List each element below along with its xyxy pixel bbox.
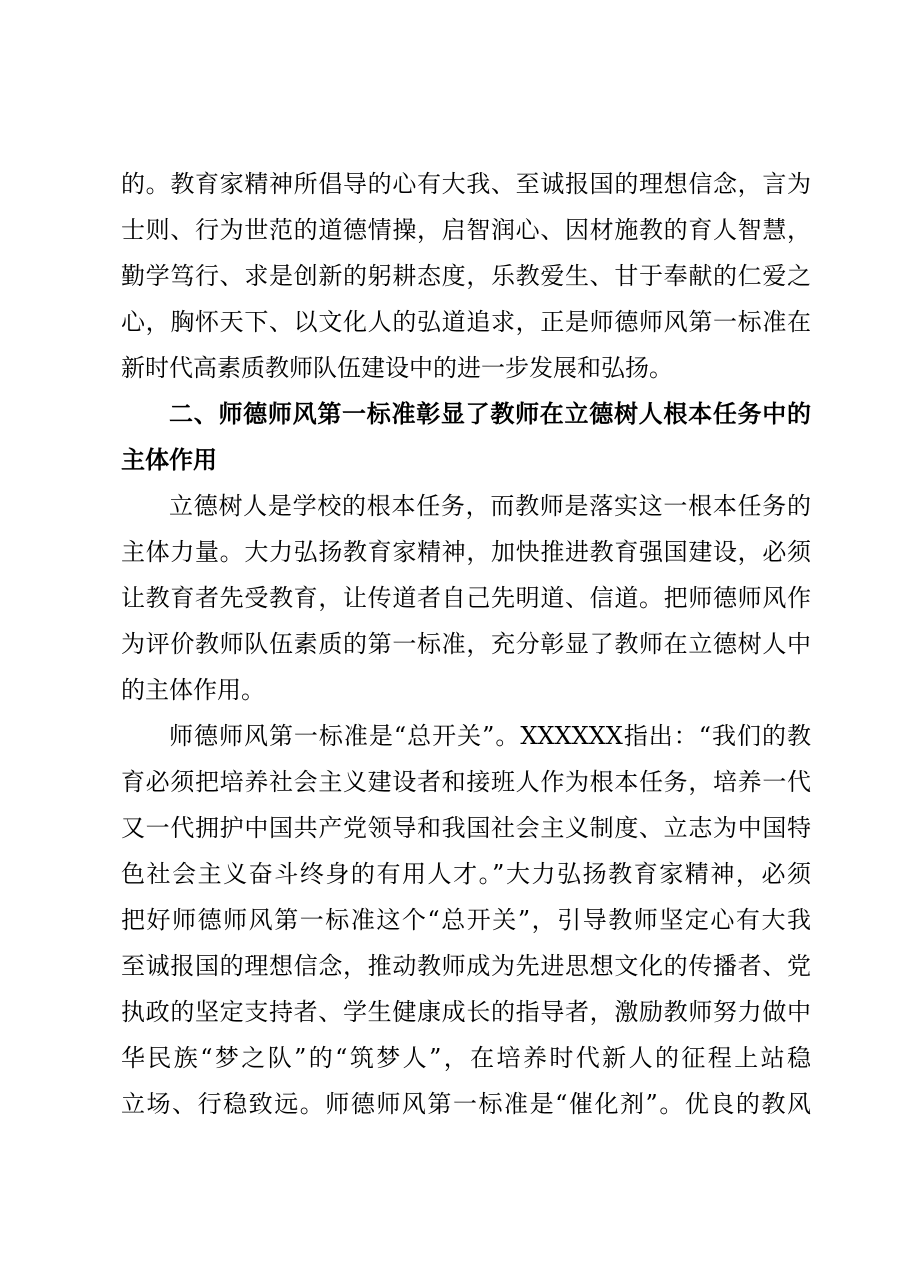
paragraph-3-line-1: 师德师风第一标准是“总开关”。XXXXXX指出：“我们的教 bbox=[169, 722, 811, 750]
paragraph-1-line-2: 士则、行为世范的道德情操，启智润心、因材施教的育人智慧， bbox=[121, 216, 811, 244]
paragraph-2-line-1: 立德树人是学校的根本任务，而教师是落实这一根本任务的 bbox=[169, 492, 811, 520]
paragraph-1-line-1: 的。教育家精神所倡导的心有大我、至诚报国的理想信念，言为 bbox=[121, 170, 811, 198]
section-heading-line-2: 主体作用 bbox=[121, 446, 217, 474]
paragraph-1-line-4: 心，胸怀天下、以文化人的弘道追求，正是师德师风第一标准在 bbox=[121, 308, 811, 336]
paragraph-3-line-8: 华民族“梦之队”的“筑梦人”，在培养时代新人的征程上站稳 bbox=[121, 1044, 811, 1072]
paragraph-2-line-2: 主体力量。大力弘扬教育家精神，加快推进教育强国建设，必须 bbox=[121, 538, 811, 566]
paragraph-3-line-5: 把好师德师风第一标准这个“总开关”，引导教师坚定心有大我 bbox=[121, 906, 811, 934]
paragraph-3-line-2: 育必须把培养社会主义建设者和接班人作为根本任务，培养一代 bbox=[121, 768, 811, 796]
paragraph-2-line-3: 让教育者先受教育，让传道者自己先明道、信道。把师德师风作 bbox=[121, 584, 811, 612]
section-heading-line-1: 二、师德师风第一标准彰显了教师在立德树人根本任务中的 bbox=[169, 400, 811, 428]
paragraph-3-line-6: 至诚报国的理想信念，推动教师成为先进思想文化的传播者、党 bbox=[121, 952, 811, 980]
paragraph-1-line-5: 新时代高素质教师队伍建设中的进一步发展和弘扬。 bbox=[121, 354, 673, 382]
paragraph-2-line-4: 为评价教师队伍素质的第一标准，充分彰显了教师在立德树人中 bbox=[121, 630, 811, 658]
paragraph-1-line-3: 勤学笃行、求是创新的躬耕态度，乐教爱生、甘于奉献的仁爱之 bbox=[121, 262, 811, 290]
paragraph-3-line-9: 立场、行稳致远。师德师风第一标准是“催化剂”。优良的教风 bbox=[121, 1090, 811, 1118]
paragraph-3-line-4: 色社会主义奋斗终身的有用人才。”大力弘扬教育家精神，必须 bbox=[121, 860, 811, 888]
paragraph-2-line-5: 的主体作用。 bbox=[121, 676, 265, 704]
paragraph-3-line-7: 执政的坚定支持者、学生健康成长的指导者，激励教师努力做中 bbox=[121, 998, 811, 1026]
paragraph-3-line-3: 又一代拥护中国共产党领导和我国社会主义制度、立志为中国特 bbox=[121, 814, 811, 842]
